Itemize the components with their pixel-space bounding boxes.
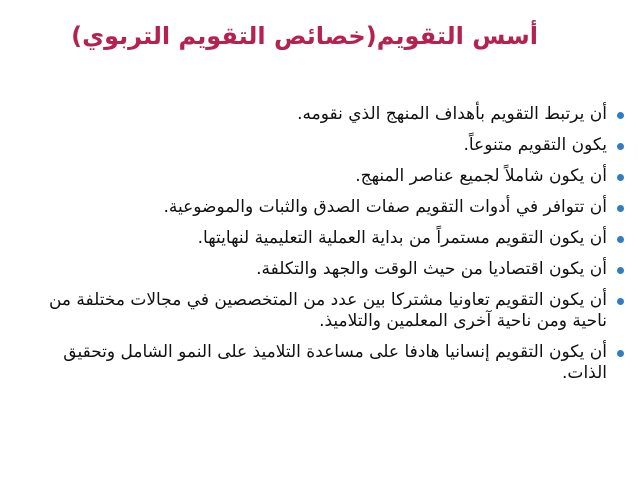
list-item [14,135,624,156]
bullet-dot-icon [617,112,624,119]
list-item [14,259,624,280]
list-item [14,228,624,249]
list-item-text: أن يرتبط التقويم بأهداف المنهج الذي نقومه. [297,104,607,124]
list-item [14,104,624,125]
bullet-dot-icon [617,236,624,243]
bullet-dot-icon [617,267,624,274]
list-item-text: أن يكون التقويم مستمراً من بداية العملية التعليمية لنهايتها. [197,228,607,248]
list-item-text: يكون التقويم متنوعاً. [463,135,607,155]
list-item [14,342,624,384]
bullet-dot-icon [617,205,624,212]
slide-title: أسس التقويم(خصائص التقويم التربوي) [71,22,538,50]
list-item [14,197,624,218]
list-item-text: أن يكون اقتصاديا من حيث الوقت والجهد والتكلفة. [256,259,607,279]
bullet-dot-icon [617,174,624,181]
bullet-dot-icon [617,143,624,150]
bullet-dot-icon [617,298,624,305]
list-item-text: أن يكون التقويم إنسانيا هادفا على مساعدة التلاميذ على النمو الشامل وتحقيق الذات. [63,342,607,383]
bullet-list [14,104,624,394]
list-item [14,166,624,187]
list-item-text: أن تتوافر في أدوات التقويم صفات الصدق والثبات والموضوعية. [163,197,607,217]
list-item-text: أن يكون شاملاً لجميع عناصر المنهج. [355,166,607,186]
list-item-text: أن يكون التقويم تعاونيا مشتركا بين عدد من المتخصصين في مجالات مختلفة من ناحية ومن ناحية آخرى المعلمين والتلاميذ. [48,290,607,331]
bullet-dot-icon [617,350,624,357]
list-item [14,290,624,332]
